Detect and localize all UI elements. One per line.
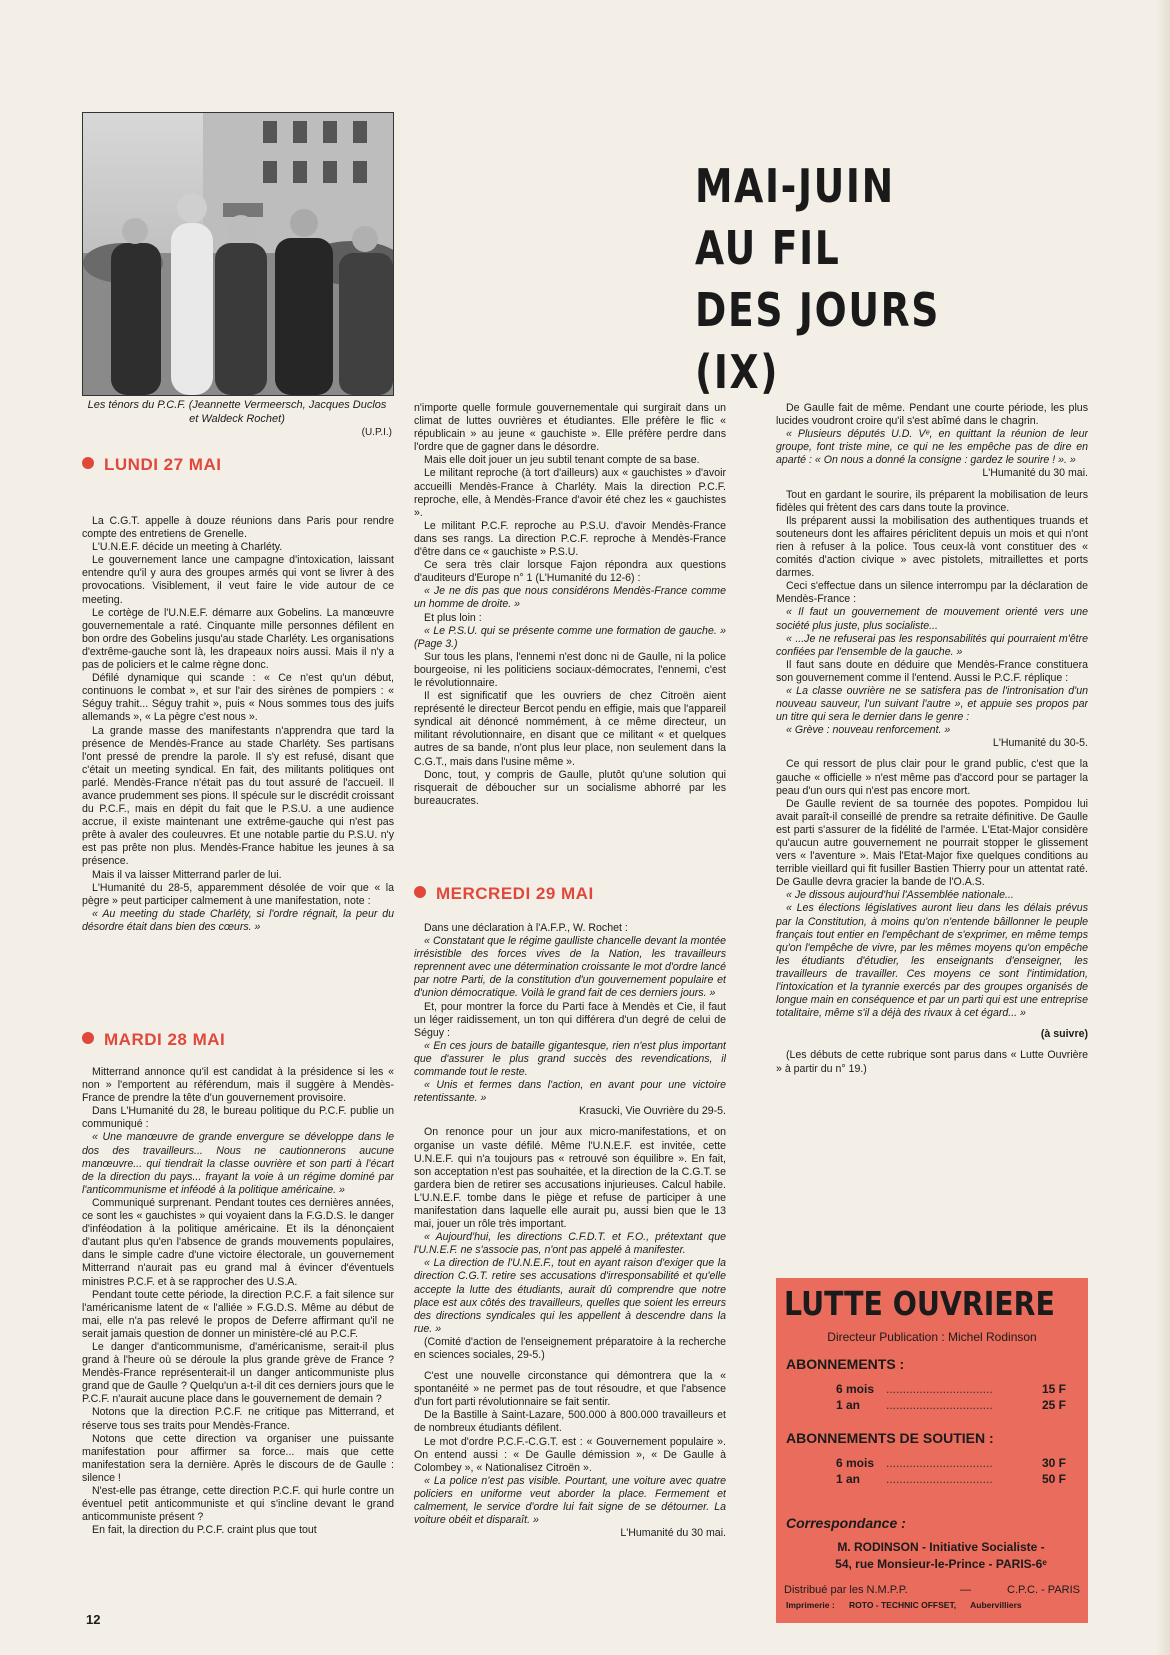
quote-paragraph: « Il faut un gouvernement de mouvement orienté vers une société plus juste, plus socialiste... <box>776 606 1088 632</box>
source-line: (Comité d'action de l'enseignement préparatoire à la recherche en sciences sociales, 29-5.) <box>414 1335 726 1361</box>
photo-caption <box>82 398 392 440</box>
source-line: Krasucki, Vie Ouvrière du 29-5. <box>578 1105 726 1118</box>
subscription-row <box>836 1398 1066 1412</box>
quote-paragraph: « Au meeting du stade Charléty, si l'ordre régnait, la peur du désordre était dans bien des cœurs. » <box>82 907 394 933</box>
paragraph: n'importe quelle formule gouvernementale qui surgirait dans un climat de luttes ouvrières et étudiantes. Elle préfère le flic « républicain » au jeune « gauchiste ». Elle préfère perdre dans l'ordre que de gagner dans le désordre. <box>414 402 726 454</box>
paragraph: Donc, tout, y compris de Gaulle, plutôt qu'une solution qui risquerait de déboucher sur un socialisme abhorré par les bureaucrates. <box>414 768 726 807</box>
paragraph: Et plus loin : <box>424 611 482 624</box>
headline-line-2: AU FIL <box>695 221 841 275</box>
source-line: L'Humanité du 30 mai. <box>982 467 1088 480</box>
column-lundi <box>82 515 394 1025</box>
address-line-2: 54, rue Monsieur-le-Prince - PARIS-6ᵉ <box>835 1557 1047 1571</box>
page-number: 12 <box>86 1612 101 1627</box>
article-headline <box>695 155 1007 403</box>
subscription-period: 1 an <box>836 1472 861 1486</box>
paragraph: La C.G.T. appelle à douze réunions dans Paris pour rendre compte des entretiens de Grenelle. <box>82 515 394 541</box>
section-heading-mardi-text: MARDI 28 MAI <box>104 1030 226 1049</box>
paragraph: Ils préparent aussi la mobilisation des authentiques truands et souteneurs dont les affaires périclitent depuis un mois et qui n'ont rien à refuser à la police. Tous ceux-là vont constituer des « comités d'action civique » avec pistolets, mitraillettes et ports darmes. <box>776 514 1088 580</box>
bullet-dot <box>82 457 94 469</box>
distributor: Distribué par les N.M.P.P. <box>784 1584 908 1596</box>
photo-credit: (U.P.I.) <box>361 427 392 438</box>
caption-text: Les ténors du P.C.F. (Jeannette Vermeersch, Jacques Duclos et Waldeck Rochet) <box>87 399 387 425</box>
paragraph: Le mot d'ordre P.C.F.-C.G.T. est : « Gouvernement populaire ». On entend aussi : « De Gaulle démission », « De Gaulle à Colombey », « Nationalisez Citroën ». <box>414 1435 726 1474</box>
paragraph: On renonce pour un jour aux micro-manifestations, et on organise un vaste défilé. Même l'U.N.E.F. est invitée, cette U.N.E.F. qui n'a toujours pas « retrouvé son équilibre ». En fait, son acceptation n'est pas souhaitée, et la direction de la C.G.T. se gardera bien de retirer ses accusations injurieuses. Calcul habile. L'U.N.E.F. tombe dans le piège et refuse de participer à une manifestation dans laquelle elle aurait pu, aussi bien que le 13 mai, jouer un rôle très important. <box>414 1126 726 1231</box>
printer-name: ROTO - TECHNIC OFFSET, <box>849 1600 957 1610</box>
quote-paragraph: « Le P.S.U. qui se présente comme une formation de gauche. » (Page 3.) <box>414 624 726 650</box>
section-heading-lundi-text: LUNDI 27 MAI <box>104 455 222 474</box>
subscription-period: 6 mois <box>836 1456 875 1470</box>
printer-city: Aubervilliers <box>970 1600 1022 1610</box>
correspondance-heading: Correspondance : <box>786 1515 906 1531</box>
paragraph: L'Humanité du 28-5, apparemment désolée de voir que « la pègre » peut participer calmement à une manifestation, note : <box>82 881 394 907</box>
paragraph: Le gouvernement lance une campagne d'intoxication, laissant entendre qu'il y aura des groupes armés qui vont se livrer à des provocations. Visiblement, il veut faire le vide autour de ce meeting. <box>82 554 394 606</box>
paragraph: Dans L'Humanité du 28, le bureau politique du P.C.F. publie un communiqué : <box>82 1105 394 1131</box>
page-fold-shadow <box>1156 0 1170 1655</box>
quote-paragraph: « Je ne dis pas que nous considérons Mendès-France comme un homme de droite. » <box>414 585 726 611</box>
paragraph: Ce qui ressort de plus clair pour le grand public, c'est que la gauche « officielle » n'est même pas d'accord pour se partager la peau d'un ours qui n'est pas encore mort. <box>776 758 1088 797</box>
news-photo <box>82 112 394 396</box>
quote-paragraph: « La police n'est pas visible. Pourtant, une voiture avec quatre policiers en uniforme veut aborder la place. Fermement et calmement, le service d'ordre lui fait signe de se détourner. La voiture obéit et disparaît. » <box>414 1474 726 1527</box>
paragraph: Mitterrand annonce qu'il est candidat à la présidence si les « non » l'emportent au référendum, mais il suggère à Mendès-France de prendre la tête d'un gouvernement provisoire. <box>82 1066 394 1105</box>
paragraph: Le militant P.C.F. reproche au P.S.U. d'avoir Mendès-France dans ses rangs. La direction P.C.F. reproche à Mendès-France d'être dans ce « gauchiste » P.S.U. <box>414 519 726 559</box>
quote-paragraph: « Je dissous aujourd'hui l'Assemblée nationale... <box>786 889 1014 902</box>
column-middle-top <box>414 402 726 890</box>
paragraph: Mais elle doit jouer un jeu subtil tenant compte de sa base. <box>424 454 700 467</box>
subscription-row <box>836 1382 1066 1396</box>
leader-dots: ................................ <box>886 1382 993 1396</box>
section-heading-lundi <box>82 455 221 475</box>
paragraph: Il est significatif que les ouvriers de chez Citroën aient représenté le directeur Bercot pendu en effigie, mais que l'appareil syndical ait dénoncé nommément, à ce même directeur, un militant révolutionnaire, en disant que ce militant « et quelques autres de sa bande, n'ont plus leur place, non seulement dans la C.G.T., mais dans l'usine même ». <box>414 690 726 768</box>
section-heading-mercredi <box>414 884 594 904</box>
column-mardi <box>82 1066 394 1598</box>
distribution-city: C.P.C. - PARIS <box>1007 1584 1080 1596</box>
bullet-dot <box>414 886 426 898</box>
column-right <box>776 402 1088 1222</box>
crowd-photo-illustration <box>83 113 393 395</box>
section-heading-mercredi-text: MERCREDI 29 MAI <box>436 884 594 903</box>
quote-paragraph: « Unis et fermes dans l'action, en avant pour une victoire retentissante. » <box>414 1079 726 1105</box>
address-line-1: M. RODINSON - Initiative Socialiste - <box>837 1540 1045 1554</box>
subscription-price: 50 F <box>1041 1472 1066 1486</box>
paragraph: Le cortège de l'U.N.E.F. démarre aux Gobelins. La manœuvre gouvernementale a raté. Cinquante mille personnes défilent en bon ordre des Gobelins jusqu'au stade Charléty. Les organisations d'extrême-gauche sont là, les drapeaux noirs aussi. Mais il n'y a pas de policiers et le calme règne donc. <box>82 606 394 672</box>
source-line: L'Humanité du 30 mai. <box>620 1527 726 1540</box>
to-be-continued: (à suivre) <box>1040 1028 1088 1041</box>
paragraph: Défilé dynamique qui scande : « Ce n'est qu'un début, continuons le combat », et sur l'air des sirènes de pompiers : « Séguy trahit... Séguy trahit », puis « Nous sommes tous des juifs allemands », « La pègre c'est nous ». <box>82 672 394 724</box>
paragraph: Ce sera très clair lorsque Fajon répondra aux questions d'auditeurs d'Europe n° 1 (L'Humanité du 12-6) : <box>414 559 726 585</box>
paragraph: De Gaulle fait de même. Pendant une courte période, les plus lucides voudront croire qu'il s'est abîmé dans le chagrin. <box>776 402 1088 428</box>
paragraph: La grande masse des manifestants n'apprendra que tard la présence de Mendès-France au stade Charléty. Ses partisans l'ont pressé de prendre la parole. Il s'y est refusé, disant que c'était un meeting syndical. En fait, des militants politiques ont parlé. Mendès-France n'était pas du tout assuré de l'accueil. Il avance prudemment ses pions. Il spécule sur le discrédit croissant du P.C.F., mais en dépit du fait que le P.S.U. a une audience accrue, il existe maintenant une extrême-gauche qui n'est pas prête à avaler des couleuvres. Et une notable partie du P.S.U. n'y est pas prête non plus. Mendès-France habitue les jeunes à sa présence. <box>82 724 394 868</box>
subscription-price: 15 F <box>1041 1382 1066 1396</box>
quote-paragraph: « ...Je ne refuserai pas les responsabilités qui pourraient m'être confiées par l'ensemble de la gauche. » <box>776 632 1088 658</box>
paragraph: N'est-elle pas étrange, cette direction P.C.F. qui hurle contre un éventuel petit anticommuniste et qui s'incline devant le grand anticommuniste présent ? <box>82 1485 394 1524</box>
printer-line <box>786 1600 1076 1610</box>
paragraph: Notons que la direction P.C.F. ne critique pas Mitterrand, et réserve tous ses traits pour Mendès-France. <box>82 1406 394 1432</box>
subscription-period: 1 an <box>836 1398 861 1412</box>
leader-dots: ................................ <box>886 1456 993 1470</box>
leader-dots: ................................ <box>886 1472 993 1486</box>
subscription-price: 25 F <box>1041 1398 1066 1412</box>
paragraph: Communiqué surprenant. Pendant toutes ces dernières années, ce sont les « gauchistes » qui voyaient dans la F.G.D.S. le danger d'inféodation à la politique américaine. Et ils la dénonçaient d'autant plus qu'en l'absence de grands mouvements populaires, dans le simple cadre d'une victoire électorale, un gouvernement Mitterrand n'aurait pas eu grand mal à évincer d'éventuels ministres P.C.F. et à se rapprocher des U.S.A. <box>82 1196 394 1288</box>
paragraph: Pendant toute cette période, la direction P.C.F. a fait silence sur l'américanisme latent de « l'alliée » F.G.D.S. Même au début de mai, elle n'a pas relevé le propos de Deferre affirmant qu'il ne serait jamais question de donner un ministère-clé au P.C.F. <box>82 1288 394 1340</box>
source-line: L'Humanité du 30-5. <box>992 737 1088 750</box>
paragraph: Il faut sans doute en déduire que Mendès-France constituera son gouvernement comme il l'entend. Aussi le P.C.F. réplique : <box>776 658 1088 684</box>
box-director: Directeur Publication : Michel Rodinson <box>827 1330 1037 1344</box>
bullet-dot <box>82 1032 94 1044</box>
box-title: LUTTE OUVRIERE <box>784 1284 1055 1323</box>
paragraph: Et, pour montrer la force du Parti face à Mendès et Cie, il faut un léger raidissement, un ton qui différera d'un degré de celui de Séguy : <box>414 1000 726 1039</box>
quote-paragraph: « Les élections législatives auront lieu dans les délais prévus par la Constitution, à moins qu'on n'entende bâillonner le peuple français tout entier en l'empêchant de s'exprimer, en même temps qu'on l'empêche de vivre, par les mêmes moyens qu'on empêche les étudiants d'étudier, les enseignants d'enseigner, les travailleurs de travailler. Ces moyens ce sont l'intimidation, l'intoxication et la tyrannie exercés par des groupes organisés de longue main en conséquence et par un parti qui est une entreprise totalitaire, même s'il a déjà des rivaux à cet égard... » <box>776 902 1088 1020</box>
quote-paragraph: « Constatant que le régime gaulliste chancelle devant la montée irrésistible des forces vives de la Nation, les travailleurs reprennent avec une détermination croissante le mot d'ordre lancé par notre Parti, de la constitution d'un gouvernement populaire et d'union démocratique. Voilà le grand fait de ces derniers jours. » <box>414 935 726 1000</box>
printer-label: Imprimerie : <box>786 1600 835 1610</box>
paragraph: De la Bastille à Saint-Lazare, 500.000 à 800.000 travailleurs et de nombreux étudiants défilent. <box>414 1409 726 1435</box>
paragraph: Le militant reproche (à tort d'ailleurs) aux « gauchistes » d'avoir accueilli Mendès-France à Charléty. Mais la direction P.C.F. reproche, elle, à Mendès-France d'avoir été chez les « gauchistes ». <box>414 467 726 519</box>
paragraph: En fait, la direction du P.C.F. craint plus que tout <box>92 1524 317 1537</box>
paragraph: C'est une nouvelle circonstance qui démontrera que la « spontanéité » ne permet pas de tout résoudre, et que l'absence d'un fort parti révolutionnaire se fait sentir. <box>414 1370 726 1409</box>
distribution-dash: — <box>960 1584 971 1596</box>
subscription-row <box>836 1456 1066 1470</box>
quote-paragraph: « Une manœuvre de grande envergure se développe dans le dos des travailleurs... Nous ne cautionnerons aucune manœuvre... qui tiendrait la classe ouvrière et son parti à l'écart de la direction du pays... frayant la voie à un régime dominé par l'anticommunisme et inféodé à la politique américaine. » <box>82 1131 394 1196</box>
quote-paragraph: « En ces jours de bataille gigantesque, rien n'est plus important que d'assurer le plus grand succès des revendications, il commande tout le reste. <box>414 1039 726 1079</box>
quote-paragraph: « La direction de l'U.N.E.F., tout en ayant raison d'exiger que la direction C.G.T. retire ses accusations d'irresponsabilité et qu'elle accepte la lutte des étudiants, aurait dû comprendre que notre place est aux côtés des travailleurs, quelles que soient les erreurs des directions syndicales qui les appellent à descendre dans la rue. » <box>414 1257 726 1335</box>
paragraph: Sur tous les plans, l'ennemi n'est donc ni de Gaulle, ni la police bourgeoise, ni les politiciens sociaux-démocrates, l'ennemi, c'est le révolutionnaire. <box>414 650 726 689</box>
lutte-ouvriere-subscription-box <box>776 1278 1088 1623</box>
paragraph: Ceci s'effectue dans un silence interrompu par la déclaration de Mendès-France : <box>776 580 1088 606</box>
quote-paragraph: « Plusieurs députés U.D. Vᵉ, en quittant la réunion de leur groupe, font triste mine, ce qui ne les empêche pas de dire en aparté : « On nous a donné la consigne : gardez le sourire ! ». » <box>776 428 1088 467</box>
paragraph: L'U.N.E.F. décide un meeting à Charléty. <box>92 541 283 554</box>
abonnements-heading: ABONNEMENTS : <box>786 1356 905 1372</box>
subscription-row <box>836 1472 1066 1486</box>
subscription-period: 6 mois <box>836 1382 875 1396</box>
paragraph: Notons que cette direction va organiser une puissante manifestation pour affirmer sa force... mais que cette manifestation sera la dernière. Après le discours de de Gaulle : silence ! <box>82 1432 394 1484</box>
quote-paragraph: « Aujourd'hui, les directions C.F.D.T. et F.O., prétextant que l'U.N.E.F. ne s'associe pas, n'ont pas appelé à manifester. <box>414 1231 726 1257</box>
paragraph: Le danger d'anticommunisme, d'américanisme, serait-il plus grand à l'heure où se déroule la plus grande grève de France ? Mendès-France représenterait-il un danger anticommuniste plus grand que de Gaulle ? Quelqu'un a-t-il dit ces derniers jours que le P.C.F. n'aurait aucune place dans le gouvernement de demain ? <box>82 1340 394 1406</box>
paragraph: Mais il va laisser Mitterrand parler de lui. <box>92 868 282 881</box>
leader-dots: ................................ <box>886 1398 993 1412</box>
paragraph: De Gaulle revient de sa tournée des popotes. Pompidou lui avait paraît-il conseillé de prendre sa retraite définitive. De Gaulle est parti s'assurer de la fidélité de l'armée. L'Etat-Major considère qu'aucun autre gouvernement ne pourrait stopper le glissement vers « l'aventure ». Mais l'Etat-Major fixe quelques conditions au terrible vieillard qui fit fusiller Bastien Thierry pour un attentat raté. De Gaulle devra gracier la bande de l'O.A.S. <box>776 797 1088 889</box>
section-heading-mardi <box>82 1030 225 1050</box>
headline-line-1: MAI-JUIN <box>695 159 895 213</box>
headline-line-3: DES JOURS (IX) <box>695 283 941 399</box>
quote-paragraph: « La classe ouvrière ne se satisfera pas de l'intronisation d'un nouveau sauveur, l'un suivant l'autre », et appuie ses propos par un titre qui sera le dernier dans le genre : <box>776 684 1088 724</box>
column-mercredi <box>414 922 726 1612</box>
series-note: (Les débuts de cette rubrique sont parus dans « Lutte Ouvrière » à partir du n° 19.) <box>776 1049 1088 1075</box>
paragraph: Tout en gardant le sourire, ils préparent la mobilisation de leurs fidèles qui frètent des cars dans toute la province. <box>776 488 1088 514</box>
paragraph: Dans une déclaration à l'A.F.P., W. Rochet : <box>424 922 628 934</box>
subscription-price: 30 F <box>1041 1456 1066 1470</box>
soutien-heading: ABONNEMENTS DE SOUTIEN : <box>786 1430 994 1446</box>
quote-paragraph: « Grève : nouveau renforcement. » <box>786 724 951 737</box>
